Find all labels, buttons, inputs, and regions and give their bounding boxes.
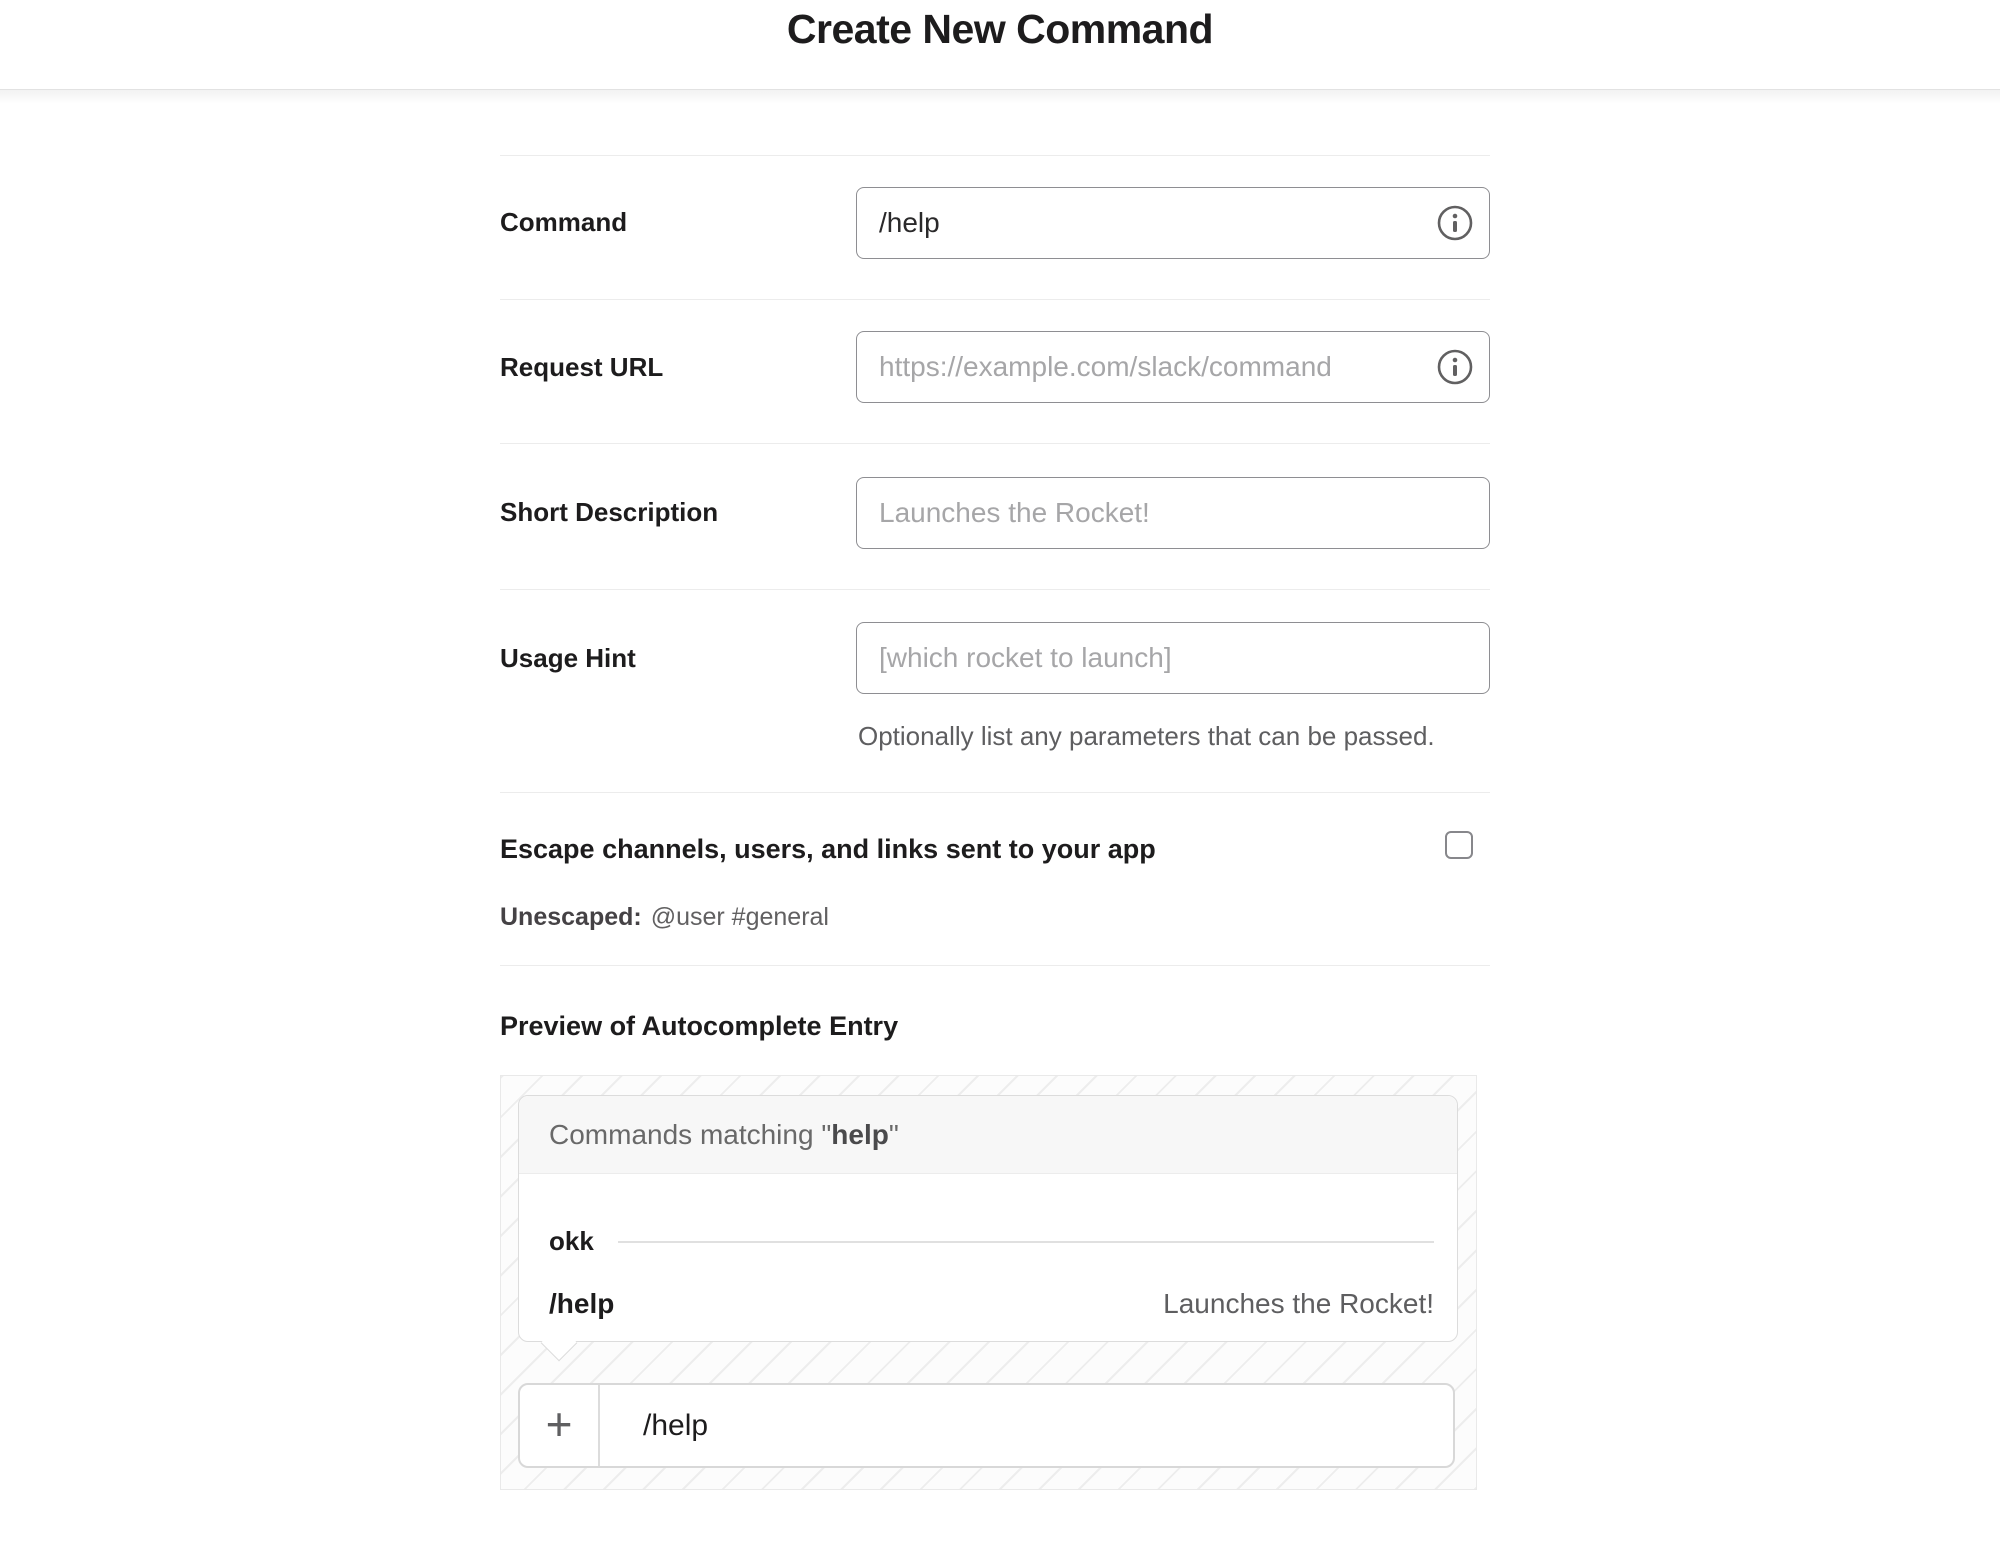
preview-message-input — [518, 1383, 1455, 1468]
command-input[interactable] — [856, 187, 1490, 259]
team-divider-line — [618, 1241, 1434, 1243]
page-title: Create New Command — [786, 6, 1214, 52]
request-url-input[interactable] — [856, 331, 1490, 403]
divider — [500, 792, 1490, 793]
request-url-label: Request URL — [500, 352, 664, 382]
popup-header-prefix: Commands matching " — [549, 1118, 832, 1150]
escape-checkbox[interactable] — [1445, 831, 1473, 859]
autocomplete-popup — [518, 1095, 1458, 1342]
info-icon[interactable] — [1436, 348, 1474, 386]
preview-input-value: /help — [643, 1408, 709, 1442]
plus-cell — [520, 1385, 600, 1466]
autocomplete-entry — [549, 1288, 1434, 1320]
unescaped-example-value: @user #general — [650, 903, 829, 931]
preview-heading: Preview of Autocomplete Entry — [500, 1011, 899, 1041]
usage-hint-helper-text: Optionally list any parameters that can be passed. — [858, 721, 1435, 751]
short-description-label: Short Description — [500, 497, 719, 527]
popup-header — [519, 1096, 1457, 1174]
team-row — [549, 1226, 1434, 1257]
short-description-input[interactable] — [856, 477, 1490, 549]
usage-hint-label: Usage Hint — [500, 643, 636, 673]
unescaped-example-label: Unescaped: — [500, 903, 642, 931]
popup-header-query: help — [831, 1118, 889, 1150]
header-shadow — [0, 90, 2000, 104]
divider — [500, 155, 1490, 156]
plus-icon: + — [545, 1397, 573, 1450]
divider — [500, 443, 1490, 444]
divider — [500, 589, 1490, 590]
divider — [500, 965, 1490, 966]
team-name: okk — [549, 1226, 594, 1256]
preview-command: /help — [549, 1288, 615, 1319]
preview-description: Launches the Rocket! — [1163, 1288, 1434, 1319]
escape-option-label: Escape channels, users, and links sent to your app — [500, 834, 1156, 864]
popup-header-suffix: " — [888, 1118, 899, 1150]
command-label: Command — [500, 207, 628, 237]
divider — [500, 299, 1490, 300]
usage-hint-input[interactable] — [856, 622, 1490, 694]
unescaped-example — [500, 903, 829, 932]
info-icon[interactable] — [1436, 204, 1474, 242]
